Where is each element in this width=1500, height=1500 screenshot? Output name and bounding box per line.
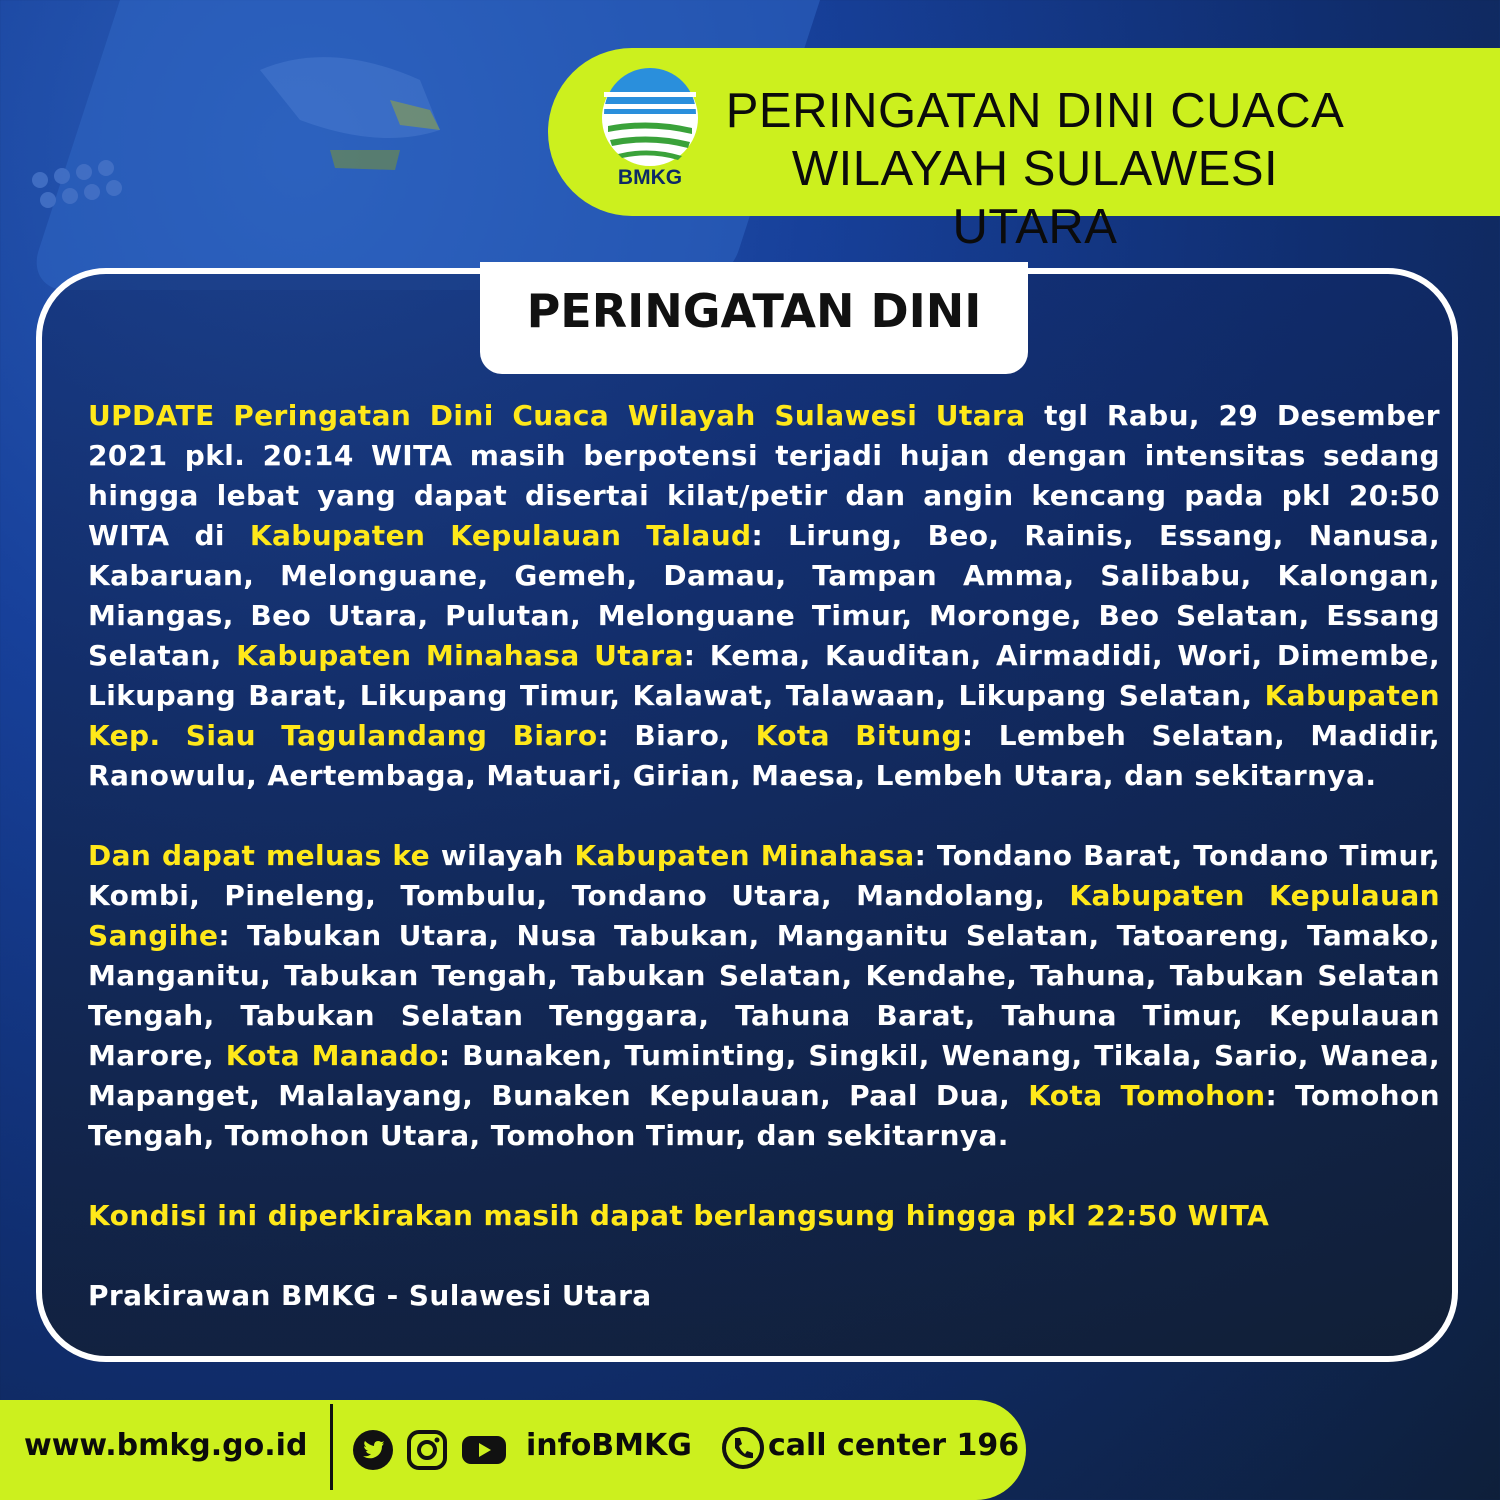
- website-link[interactable]: www.bmkg.go.id: [24, 1428, 308, 1463]
- highlighted-text: Kabupaten Minahasa Utara: [236, 639, 684, 672]
- body-text-segment: : Lirung, Beo, Rainis, Essang, Nanusa, Kabaruan, Melonguane, Gemeh, Damau, Tampan Amma, Salibabu, Kalongan, Miangas, Beo Utara, Pulutan, Melonguane Timur, Moronge, Beo Selatan, Essang Selatan,: [88, 519, 1440, 672]
- body-text-segment: tgl Rabu, 29 Desember 2021 pkl. 20:14 WITA masih berpotensi terjadi hujan dengan intensitas sedang hingga lebat yang dapat disertai kilat/petir dan angin kencang pada pkl 20:50 WITA di: [88, 399, 1440, 552]
- body-text-segment: : Lembeh Selatan, Madidir, Ranowulu, Aertembaga, Matuari, Girian, Maesa, Lembeh Utara, dan sekitarnya.: [88, 719, 1441, 792]
- warning-paragraph-1: [88, 396, 1440, 796]
- body-text-segment: wilayah: [430, 839, 575, 872]
- header-title: [720, 82, 1350, 256]
- highlighted-text: Kabupaten Kepulauan Talaud: [249, 519, 752, 552]
- highlighted-text: Kabupaten Kep. Siau Tagulandang Biaro: [88, 679, 1440, 752]
- highlighted-text: Dan dapat meluas ke: [88, 839, 431, 872]
- body-text-segment: : Tondano Barat, Tondano Timur, Kombi, Pineleng, Tombulu, Tondano Utara, Mandolang,: [88, 839, 1440, 912]
- body-text-segment: : Biaro,: [597, 719, 756, 752]
- highlighted-text: UPDATE Peringatan Dini Cuaca Wilayah Sulawesi Utara: [88, 399, 1026, 432]
- header-title-line1: PERINGATAN DINI CUACA: [725, 84, 1345, 138]
- highlighted-text: Kota Bitung: [755, 719, 962, 752]
- twitter-icon[interactable]: [352, 1429, 394, 1471]
- signature-text: Prakirawan BMKG - Sulawesi Utara: [88, 1279, 652, 1312]
- social-handle[interactable]: infoBMKG: [526, 1428, 692, 1463]
- body-text-segment: : Tomohon Tengah, Tomohon Utara, Tomohon Timur, dan sekitarnya.: [88, 1079, 1440, 1152]
- body-text-segment: : Tabukan Utara, Nusa Tabukan, Manganitu Selatan, Tatoareng, Tamako, Manganitu, Tabukan Tengah, Tabukan Selatan, Kendahe, Tahuna, Tabukan Selatan Tengah, Tabukan Selatan Tenggara, Tahuna Barat, Tahuna Timur, Kepulauan Marore,: [88, 919, 1440, 1072]
- body-text-segment: : Kema, Kauditan, Airmadidi, Wori, Dimembe, Likupang Barat, Likupang Timur, Kalawat, Talawaan, Likupang Selatan,: [88, 639, 1440, 712]
- condition-text: Kondisi ini diperkirakan masih dapat berlangsung hingga pkl 22:50 WITA: [88, 1199, 1270, 1232]
- social-icons: [352, 1428, 508, 1472]
- youtube-icon[interactable]: [460, 1429, 508, 1471]
- highlighted-text: Kota Tomohon: [1028, 1079, 1266, 1112]
- instagram-icon[interactable]: [406, 1429, 448, 1471]
- call-center-text: call center 196: [768, 1428, 1020, 1463]
- header-title-line2: WILAYAH SULAWESI UTARA: [791, 142, 1279, 254]
- highlighted-text: Kabupaten Kepulauan Sangihe: [88, 879, 1440, 952]
- highlighted-text: Kabupaten Minahasa: [574, 839, 915, 872]
- highlighted-text: Kota Manado: [225, 1039, 439, 1072]
- footer-divider: [330, 1404, 333, 1490]
- phone-icon: [722, 1426, 764, 1470]
- logo-text: BMKG: [617, 166, 683, 189]
- card-title: PERINGATAN DINI: [526, 284, 982, 338]
- body-text-segment: : Bunaken, Tuminting, Singkil, Wenang, Tikala, Sario, Wanea, Mapanget, Malalayang, Bunaken Kepulauan, Paal Dua,: [88, 1039, 1441, 1112]
- warning-body: [88, 396, 1440, 1316]
- warning-paragraph-2: [88, 836, 1440, 1156]
